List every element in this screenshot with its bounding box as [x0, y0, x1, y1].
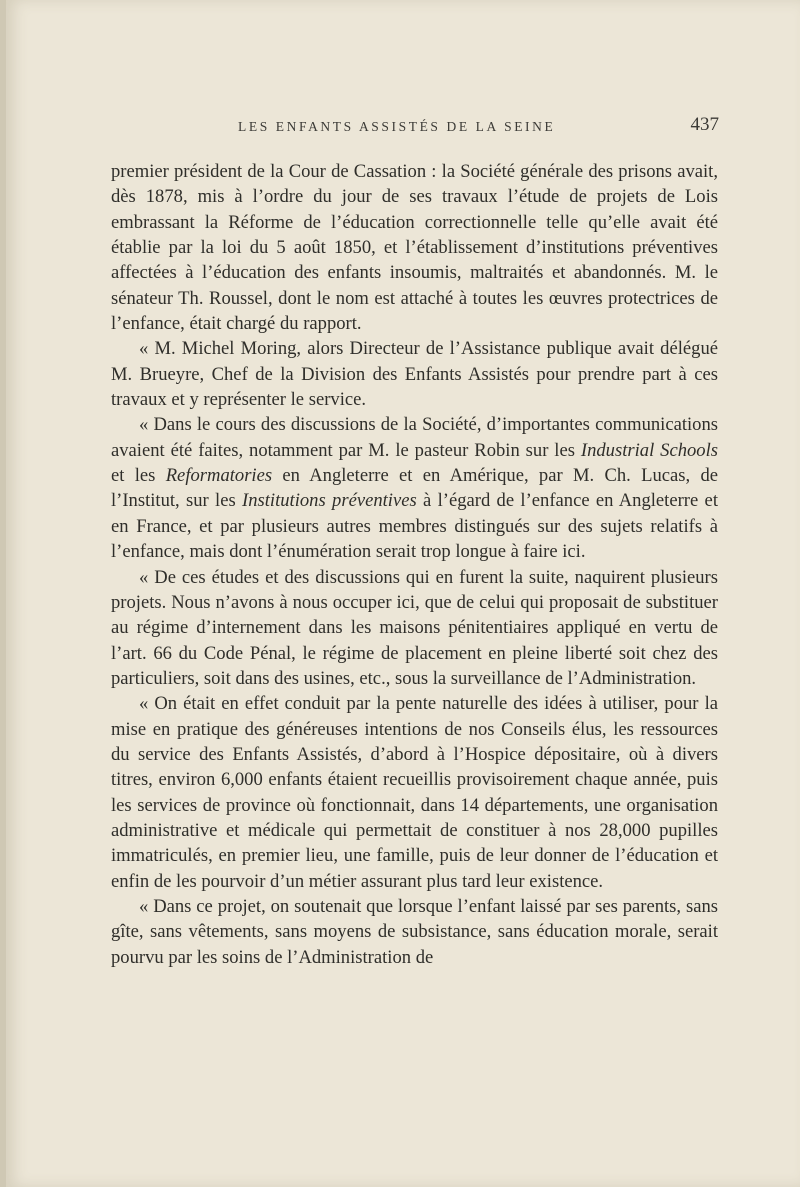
paragraph-1: premier président de la Cour de Cassation : la Société générale des prisons avait, dès 1878, mis à l’ordre du jour de ses travaux l’étude de projets de Lois embrassant la Réforme de l’éducation correctionnelle telle qu’elle avait été établie par la loi du 5 août 1850, et l’établissement d’institutions préventives affectées à l’éducation des enfants insoumis, maltraités et abandonnés. M. le sénateur Th. Roussel, dont le nom est attaché à toutes les œuvres protectrices de l’enfance, était chargé du rapport. [111, 161, 718, 335]
paragraph-2: « M. Michel Moring, alors Directeur de l’Assistance publique avait délégué M. Brueyre, Chef de la Division des Enfants Assistés pour prendre part à ces travaux et y représenter le service. [111, 338, 718, 411]
paragraph-6: « Dans ce projet, on soutenait que lorsque l’enfant laissé par ses parents, sans gîte, sans vêtements, sans moyens de subsistance, sans éducation morale, serait pourvu par les soins de l’Administration de [111, 895, 718, 968]
italic-term: Institutions préventives [242, 490, 417, 512]
page-header [111, 114, 719, 143]
running-title: LES ENFANTS ASSISTÉS DE LA SEINE [238, 119, 556, 134]
page-number: 437 [690, 114, 719, 135]
paragraph-4: « De ces études et des discussions qui en furent la suite, naquirent plusieurs projets. Nous n’avons à nous occuper ici, que de celui qui proposait de substituer au régime d’internement dans les maisons pénitentiaires appliqué en vertu de l’art. 66 du Code Pénal, le régime de placement en pleine liberté soit chez des particuliers, soit dans des usines, etc., sous la surveillance de l’Administration. [111, 566, 718, 689]
book-page [6, 0, 800, 1187]
paragraph-5: « On était en effet conduit par la pente naturelle des idées à utiliser, pour la mise en pratique des généreuses intentions de nos Conseils élus, les ressources du service des Enfants Assistés, d’abord à l’Hospice dépositaire, où à divers titres, environ 6,000 enfants étaient recueillis provisoirement chaque année, puis les services de province où fonctionnait, dans 14 départements, une organisation administrative et médicale qui permettait de constituer à nos 28,000 pupilles immatriculés, en premier lieu, une famille, puis de leur donner de l’éducation et enfin de les pourvoir d’un métier assurant plus tard leur existence. [111, 693, 718, 892]
italic-term: Industrial Schools [580, 439, 718, 461]
body-text [111, 159, 718, 970]
paragraph-3: « Dans le cours des discussions de la Société, d’importantes communications avaient été faites, notamment par M. le pasteur Robin sur les Industrial Schools et les Reformatories en Angleterre et en Amérique, par M. Ch. Lucas, de l’Institut, sur les Institutions préventives à l’égard de l’enfance en Angleterre et en France, et par plusieurs autres membres distingués sur des sujets relatifs à l’enfance, mais dont l’énumération serait trop longue à faire ici. [111, 414, 719, 563]
italic-term: Reformatories [165, 465, 273, 487]
